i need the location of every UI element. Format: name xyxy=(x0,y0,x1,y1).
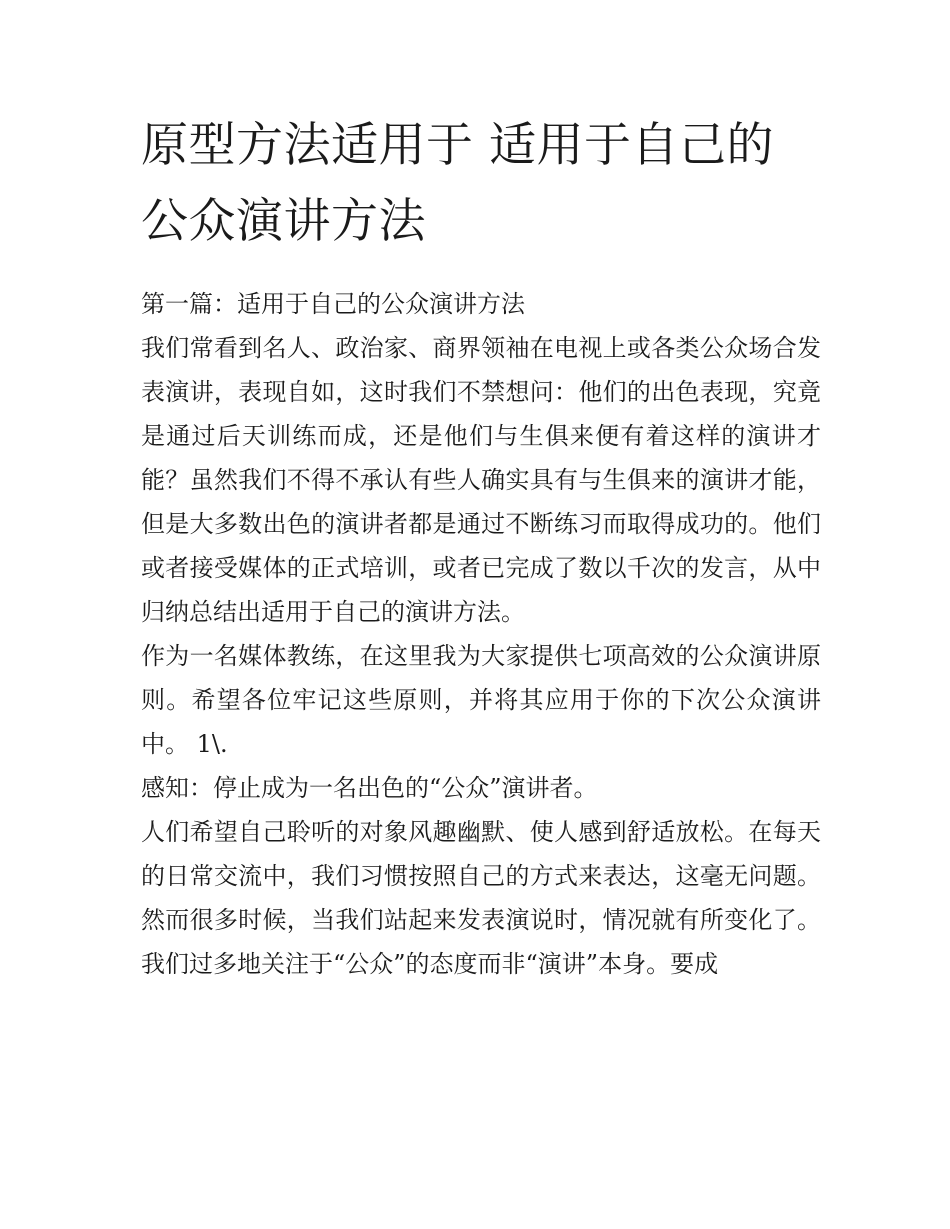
section-heading: 第一篇：适用于自己的公众演讲方法 xyxy=(141,290,525,318)
document-body xyxy=(141,108,821,986)
document-title: 原型方法适用于 适用于自己的公众演讲方法 xyxy=(141,118,774,249)
paragraph-perception: 人们希望自己聆听的对象风趣幽默、使人感到舒适放松。在每天的日常交流中，我们习惯按照自己的方式来表达，这毫无问题。然而很多时候，当我们站起来发表演说时，情况就有所变化了。我们过多地关注于“公众”的态度而非“演讲”本身。要成 xyxy=(141,818,821,978)
paragraph-intro: 我们常看到名人、政治家、商界领袖在电视上或各类公众场合发表演讲，表现自如，这时我们不禁想问：他们的出色表现，究竟是通过后天训练而成，还是他们与生俱来便有着这样的演讲才能？虽然我们不得不承认有些人确实具有与生俱来的演讲才能，但是大多数出色的演讲者都是通过不断练习而取得成功的。他们或者接受媒体的正式培训，或者已完成了数以千次的发言，从中归纳总结出适用于自己的演讲方法。 xyxy=(141,334,821,626)
paragraph-principles: 作为一名媒体教练，在这里我为大家提供七项高效的公众演讲原则。希望各位牢记这些原则，并将其应用于你的下次公众演讲中。 1\. xyxy=(141,642,821,758)
principle-heading: 感知：停止成为一名出色的“公众”演讲者。 xyxy=(141,774,598,802)
